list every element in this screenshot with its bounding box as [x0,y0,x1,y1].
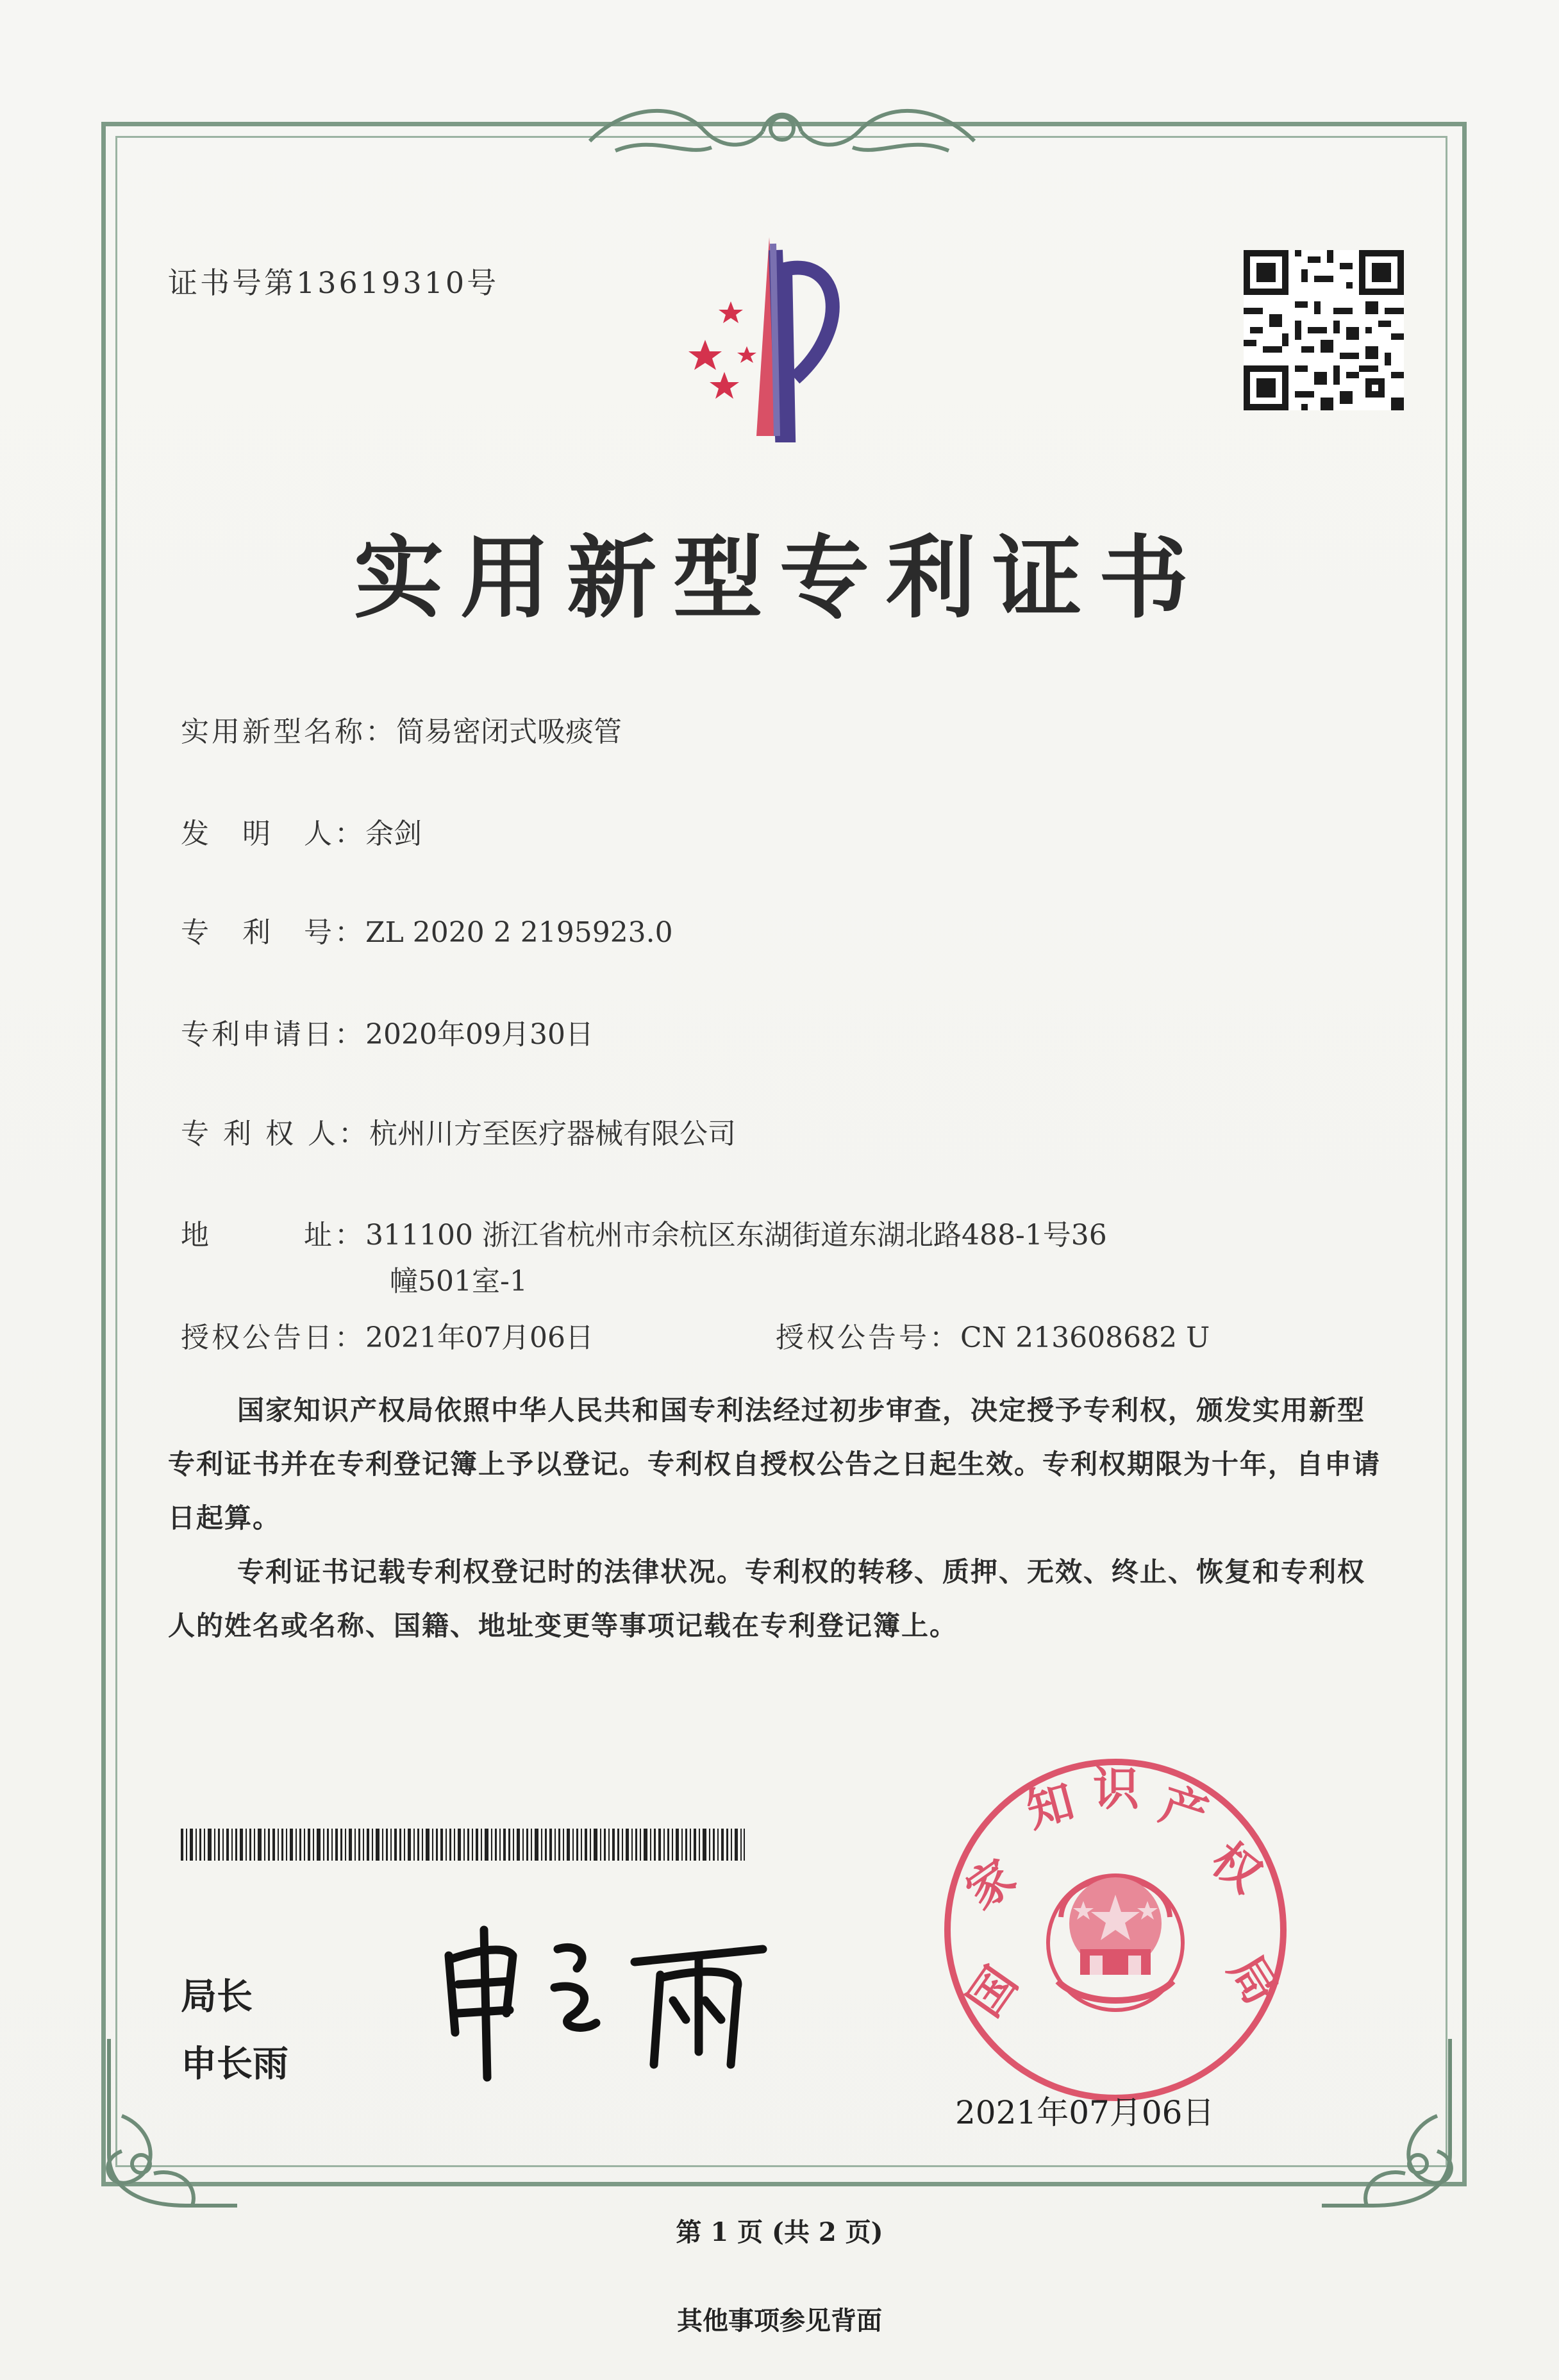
svg-text:国: 国 [957,1957,1028,2026]
svg-text:知: 知 [1021,1773,1080,1838]
director-title: 局长 [181,1976,253,2018]
bottom-right-ornament [1322,2039,1488,2231]
svg-text:权: 权 [1201,1832,1271,1903]
filing-date-label: 专利申请日： [181,1018,365,1051]
patent-number-label: 专 利 号： [181,916,365,949]
qr-code[interactable] [1244,250,1404,410]
grant-date-row [181,1314,594,1355]
grant-number-value: CN 213608682 U [960,1321,1210,1354]
svg-text:识: 识 [1093,1762,1140,1816]
name-label: 实用新型名称： [181,716,396,748]
certificate-number: 证书号第13619310号 [168,265,499,300]
patent-number-row [181,909,673,950]
svg-text:产: 产 [1153,1777,1215,1843]
utility-model-name-row [181,708,622,750]
inventor-row [181,810,422,851]
patentee-label: 专 利 权 人： [181,1118,369,1150]
page-title: 实用新型专利证书 [353,526,1205,631]
body-paragraph-1: 国家知识产权局依照中华人民共和国专利法经过初步审查，决定授予专利权，颁发实用新型专利证书并在专利登记簿上予以登记。专利权自授权公告之日起生效。专利权期限为十年，自申请日起算。 [168,1395,1381,1534]
patentee-row [181,1110,736,1152]
inventor-value: 余剑 [365,817,422,850]
top-ornament [577,96,987,167]
back-note: 其他事项参见背面 [677,2306,882,2336]
inventor-label: 发 明 人： [181,817,365,850]
barcode [181,1829,745,1861]
patent-number-value: ZL 2020 2 2195923.0 [365,916,673,949]
address-row [181,1212,1107,1253]
grant-number-row [776,1314,1210,1355]
grant-date-value: 2021年07月06日 [365,1321,594,1354]
patentee-value: 杭州川方至医疗器械有限公司 [369,1118,736,1150]
cnipa-logo [660,231,859,442]
address-label: 地 址： [181,1219,365,1252]
address-line-2: 幢501室-1 [390,1265,528,1298]
handwritten-signature [429,1904,788,2097]
grant-date-label: 授权公告日： [181,1321,365,1354]
svg-text:局: 局 [1218,1945,1288,2014]
official-seal [936,1750,1295,2109]
page-number: 第 1 页 (共 2 页) [676,2217,883,2247]
seal-date: 2021年07月06日 [955,2094,1215,2131]
address-line-1: 311100 浙江省杭州市余杭区东湖街道东湖北路488-1号36 [365,1219,1107,1252]
director-name: 申长雨 [181,2043,288,2085]
body-paragraph-2: 专利证书记载专利权登记时的法律状况。专利权的转移、质押、无效、终止、恢复和专利权人的姓名或名称、国籍、地址变更等事项记载在专利登记簿上。 [168,1556,1366,1641]
svg-text:家: 家 [956,1848,1025,1920]
grant-number-label: 授权公告号： [776,1321,960,1354]
filing-date-row [181,1011,594,1052]
name-value: 简易密闭式吸痰管 [396,716,622,748]
filing-date-value: 2020年09月30日 [365,1018,594,1051]
